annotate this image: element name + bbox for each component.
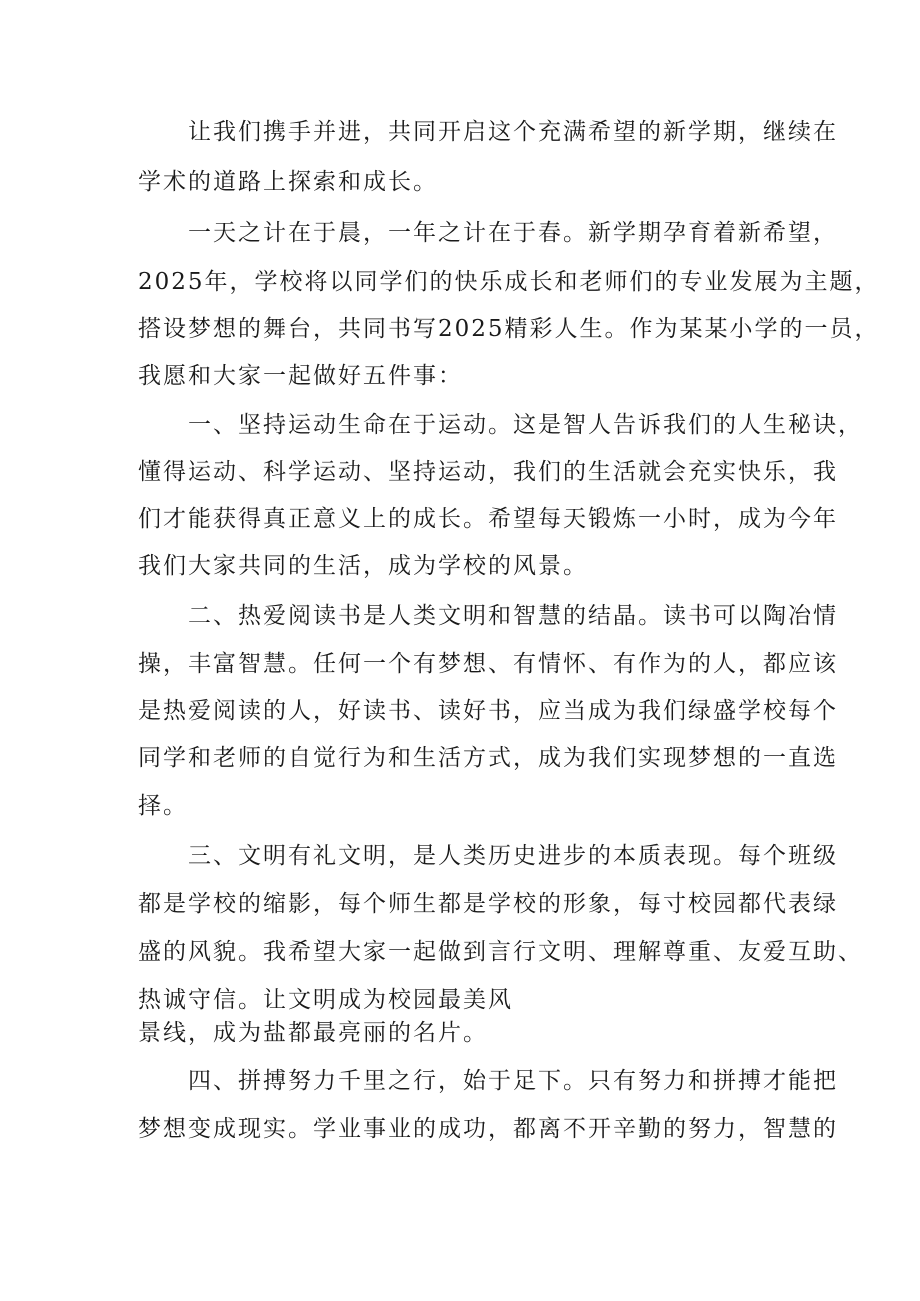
text-line: 景线，成为盐都最亮丽的名片。 (138, 1020, 488, 1046)
text-line: 一、坚持运动生命在于运动。这是智人告诉我们的人生秘诀， (138, 412, 863, 438)
text-line: 择。 (138, 793, 188, 819)
text-line: 们才能获得真正意义上的成长。希望每天锻炼一小时，成为今年 (138, 506, 838, 532)
text-line: 让我们携手并进，共同开启这个充满希望的新学期，继续在 (138, 119, 838, 145)
text-line: 是热爱阅读的人，好读书、读好书，应当成为我们绿盛学校每个 (138, 698, 838, 724)
text-line: 同学和老师的自觉行为和生活方式，成为我们实现梦想的一直选 (138, 745, 838, 771)
text-line: 我愿和大家一起做好五件事： (138, 363, 463, 389)
text-line: 懂得运动、科学运动、坚持运动，我们的生活就会充实快乐，我 (138, 459, 838, 485)
text-line: 二、热爱阅读书是人类文明和智慧的结晶。读书可以陶冶情 (138, 603, 838, 629)
text-line: 四、拼搏努力千里之行，始于足下。只有努力和拼搏才能把 (138, 1068, 838, 1094)
text-line: 操，丰富智慧。任何一个有梦想、有情怀、有作为的人，都应该 (138, 651, 838, 677)
body-text (138, 0, 880, 1301)
text-line: 2025年，学校将以同学们的快乐成长和老师们的专业发展为主题， (138, 269, 880, 295)
text-line: 三、文明有礼文明，是人类历史进步的本质表现。每个班级 (138, 843, 838, 869)
text-line: 搭设梦想的舞台，共同书写2025精彩人生。作为某某小学的一员， (138, 316, 880, 342)
text-line: 热诚守信。让文明成为校园最美风 (138, 987, 513, 1013)
text-line: 盛的风貌。我希望大家一起做到言行文明、理解尊重、友爱互助、 (138, 939, 863, 965)
text-line: 都是学校的缩影，每个师生都是学校的形象，每寸校园都代表绿 (138, 891, 838, 917)
text-line: 一天之计在于晨，一年之计在于春。新学期孕育着新希望， (138, 220, 838, 246)
text-line: 梦想变成现实。学业事业的成功，都离不开辛勤的努力，智慧的 (138, 1116, 838, 1142)
text-line: 我们大家共同的生活，成为学校的风景。 (138, 553, 588, 579)
text-line: 学术的道路上探索和成长。 (138, 169, 438, 195)
